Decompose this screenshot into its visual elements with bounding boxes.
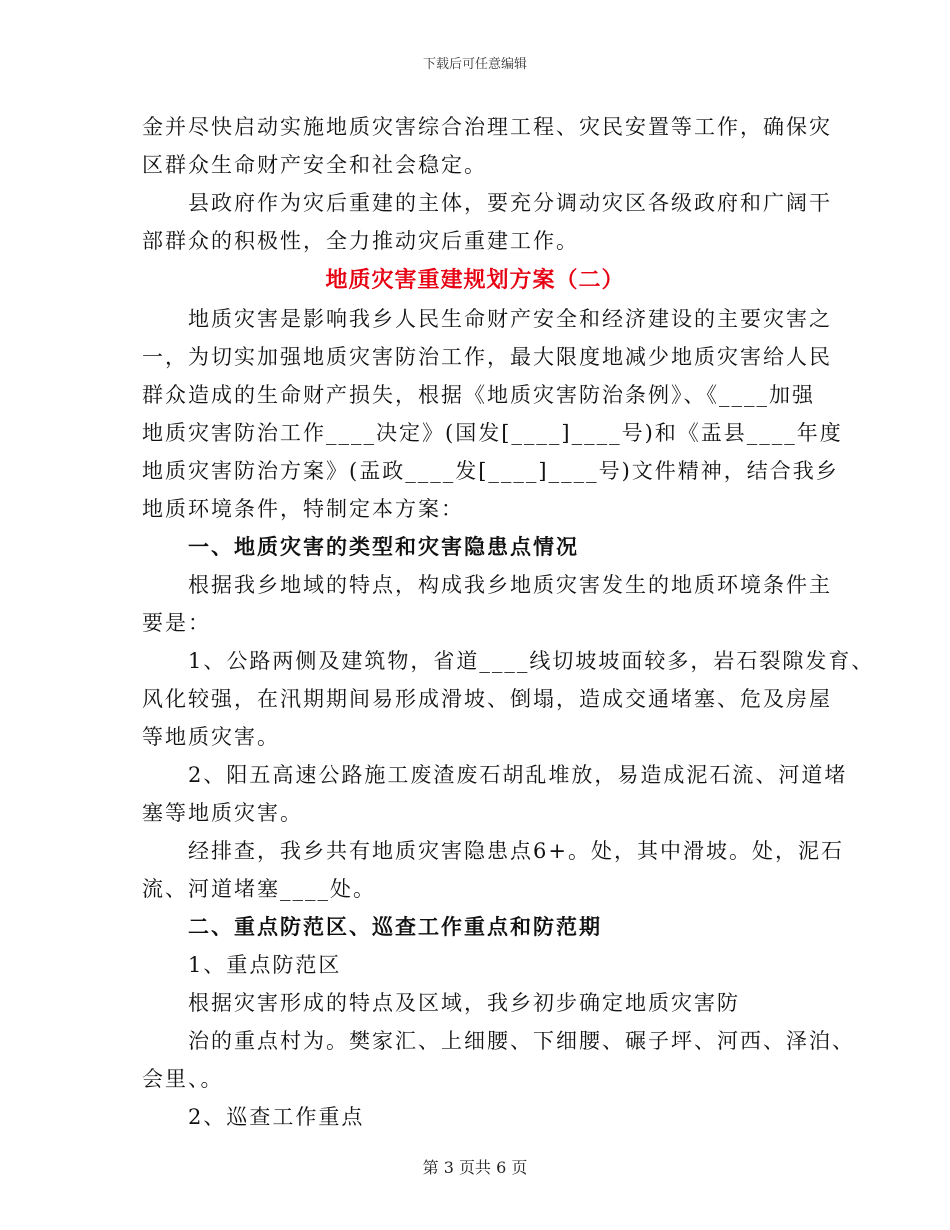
text-line: 群众造成的生命财产损失，根据《地质灾害防治条例》、《____加强 — [142, 383, 815, 407]
section-title: 地质灾害重建规划方案（二） — [325, 267, 625, 293]
text-line: 根据我乡地域的特点，构成我乡地质灾害发生的地质环境条件主 — [188, 573, 832, 597]
text-line: 流、河道堵塞____处。 — [142, 877, 376, 901]
text-line: 要是： — [142, 611, 211, 635]
text-line: 一，为切实加强地质灾害防治工作，最大限度地减少地质灾害给人民 — [142, 345, 832, 369]
heading — [142, 528, 808, 566]
text-line: 区群众生命财产安全和社会稳定。 — [142, 153, 487, 177]
paragraph — [142, 756, 848, 832]
text-line: 地质环境条件，特制定本方案： — [142, 497, 464, 521]
text-line: 2、阳五高速公路施工废渣废石胡乱堆放，易造成泥石流、河道堵 — [188, 763, 848, 787]
paragraph — [142, 946, 808, 984]
heading — [142, 908, 808, 946]
text-line: 金并尽快启动实施地质灾害综合治理工程、灾民安置等工作，确保灾 — [142, 115, 832, 139]
text-line: 根据灾害形成的特点及区域，我乡初步确定地质灾害防 — [188, 991, 740, 1015]
text-line: 地质灾害防治方案》(盂政____发[____]____号)文件精神，结合我乡 — [142, 459, 839, 483]
text-line: 风化较强，在汛期期间易形成滑坡、倒塌，造成交通堵塞、危及房屋 — [142, 687, 832, 711]
text-line: 地质灾害是影响我乡人民生命财产安全和经济建设的主要灾害之 — [188, 307, 832, 331]
paragraph — [142, 1098, 808, 1136]
text-line: 治的重点村为。樊家汇、上细腰、下细腰、碾子坪、河西、泽泊、 — [188, 1029, 855, 1053]
paragraph — [142, 300, 843, 528]
text-line: 1、公路两侧及建筑物，省道____线切坡坡面较多，岩石裂隙发育、 — [188, 649, 875, 673]
text-line: 塞等地质灾害。 — [142, 801, 303, 825]
text-line: 等地质灾害。 — [142, 725, 280, 749]
paragraph — [142, 566, 832, 642]
text-line: 部群众的积极性，全力推动灾后重建工作。 — [142, 229, 579, 253]
paragraph — [142, 984, 808, 1022]
page-header: 下载后可任意编辑 — [422, 57, 527, 72]
text-line: 经排查，我乡共有地质灾害隐患点6+。处，其中滑坡。处，泥石 — [188, 839, 844, 863]
text-line: 会里、。 — [142, 1067, 224, 1091]
paragraph — [142, 108, 832, 184]
paragraph — [142, 832, 844, 908]
paragraph — [142, 642, 875, 756]
text-line: 2、巡查工作重点 — [188, 1105, 365, 1129]
paragraph — [142, 184, 832, 260]
text-line: 县政府作为灾后重建的主体，要充分调动灾区各级政府和广阔干 — [188, 191, 832, 215]
heading-text: 二、重点防范区、巡查工作重点和防范期 — [188, 914, 602, 939]
text-line: 1、重点防范区 — [188, 953, 342, 977]
document-body — [142, 108, 875, 1136]
heading-text: 一、地质灾害的类型和灾害隐患点情况 — [188, 534, 579, 559]
page-footer: 第 3 页共 6 页 — [422, 1158, 528, 1177]
paragraph — [142, 1022, 855, 1098]
text-line: 地质灾害防治工作____决定》(国发[____]____号)和《盂县____年度 — [142, 421, 843, 445]
